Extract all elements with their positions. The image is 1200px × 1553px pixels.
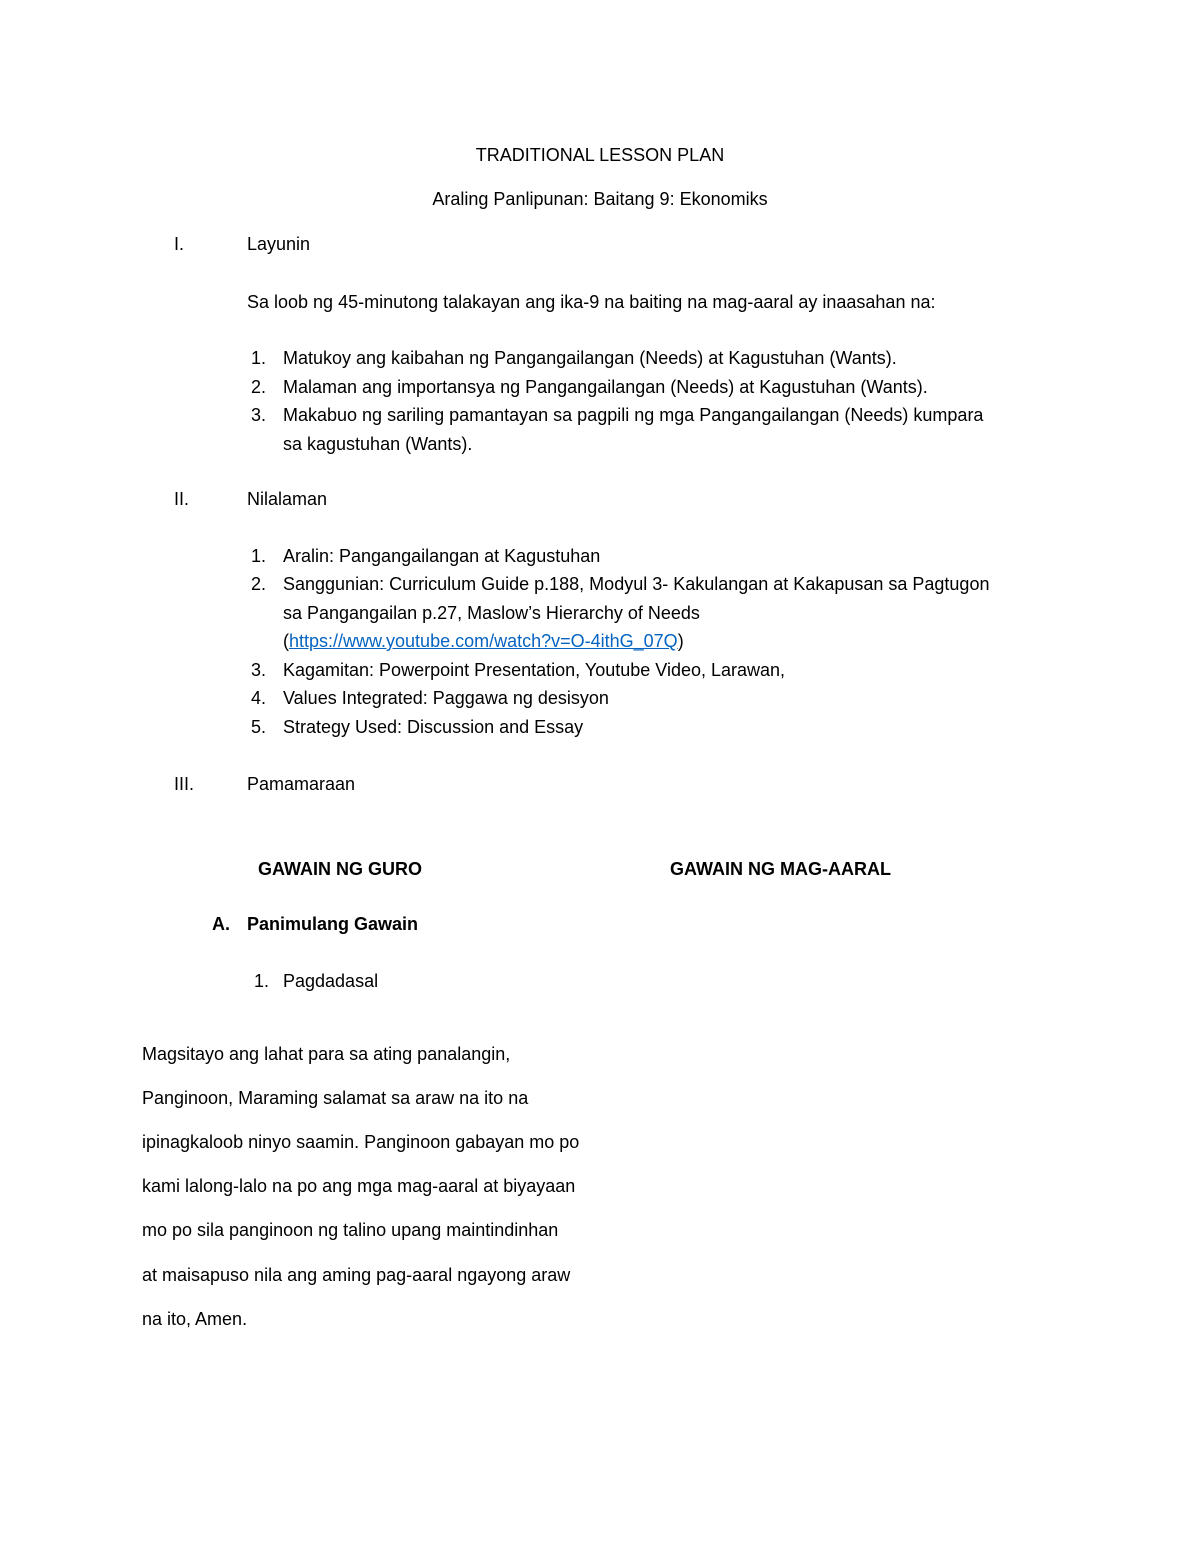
activity-heading: Panimulang Gawain <box>247 914 419 934</box>
objective-number: 1. <box>251 348 267 368</box>
objective-number: 2. <box>251 377 267 397</box>
objective-text: Matukoy ang kaibahan ng Pangangailangan (Needs) at Kagustuhan (Wants). <box>283 348 897 368</box>
content-number: 1. <box>251 546 267 566</box>
content-text: Strategy Used: Discussion and Essay <box>283 717 584 737</box>
prayer-line: Panginoon, Maraming salamat sa araw na ito na <box>142 1088 529 1108</box>
teacher-column-heading: GAWAIN NG GURO <box>258 859 423 879</box>
prayer-line: kami lalong-lalo na po ang mga mag-aaral at biyayaan <box>142 1176 576 1196</box>
content-text: Aralin: Pangangailangan at Kagustuhan <box>283 546 601 566</box>
activity-sub-label: Pagdadasal <box>283 971 379 991</box>
student-column-heading: GAWAIN NG MAG-AARAL <box>670 859 891 879</box>
content-text: Values Integrated: Paggawa ng desisyon <box>283 688 609 708</box>
objective-text-continued: sa kagustuhan (Wants). <box>283 434 473 454</box>
objective-text: Makabuo ng sariling pamantayan sa pagpili ng mga Pangangailangan (Needs) kumpara <box>283 405 984 425</box>
prayer-line: ipinagkaloob ninyo saamin. Panginoon gabayan mo po <box>142 1132 580 1152</box>
content-text: Sanggunian: Curriculum Guide p.188, Modyul 3- Kakulangan at Kakapusan sa Pagtugon <box>283 574 990 594</box>
youtube-link[interactable]: https://www.youtube.com/watch?v=O-4ithG_07Q <box>289 631 678 651</box>
document-subtitle: Araling Panlipunan: Baitang 9: Ekonomiks <box>432 189 768 209</box>
section-2-heading: Nilalaman <box>247 489 328 509</box>
activity-sub-number: 1. <box>254 971 270 991</box>
activity-letter: A. <box>212 914 230 934</box>
objective-number: 3. <box>251 405 267 425</box>
section-1-intro: Sa loob ng 45-minutong talakayan ang ika-9 na baiting na mag-aaral ay inaasahan na: <box>247 292 936 312</box>
content-number: 2. <box>251 574 267 594</box>
paren-close: ) <box>677 631 684 651</box>
prayer-line: na ito, Amen. <box>142 1309 248 1329</box>
document-title: TRADITIONAL LESSON PLAN <box>475 145 725 165</box>
content-text: Kagamitan: Powerpoint Presentation, Youtube Video, Larawan, <box>283 660 786 680</box>
content-number: 5. <box>251 717 267 737</box>
reference-link-line <box>283 629 684 653</box>
prayer-line: Magsitayo ang lahat para sa ating panalangin, <box>142 1044 511 1064</box>
prayer-line: mo po sila panginoon ng talino upang maintindinhan <box>142 1220 559 1240</box>
prayer-line: at maisapuso nila ang aming pag-aaral ngayong araw <box>142 1265 571 1285</box>
section-1-numeral: I. <box>174 234 185 254</box>
section-2-numeral: II. <box>174 489 190 509</box>
objective-text: Malaman ang importansya ng Pangangailangan (Needs) at Kagustuhan (Wants). <box>283 377 928 397</box>
section-1-heading: Layunin <box>247 234 311 254</box>
section-3-numeral: III. <box>174 774 195 794</box>
paren-open: ( <box>283 631 289 651</box>
content-text-continued: sa Pangangailan p.27, Maslow’s Hierarchy of Needs <box>283 603 700 623</box>
content-number: 4. <box>251 688 267 708</box>
content-number: 3. <box>251 660 267 680</box>
section-3-heading: Pamamaraan <box>247 774 356 794</box>
